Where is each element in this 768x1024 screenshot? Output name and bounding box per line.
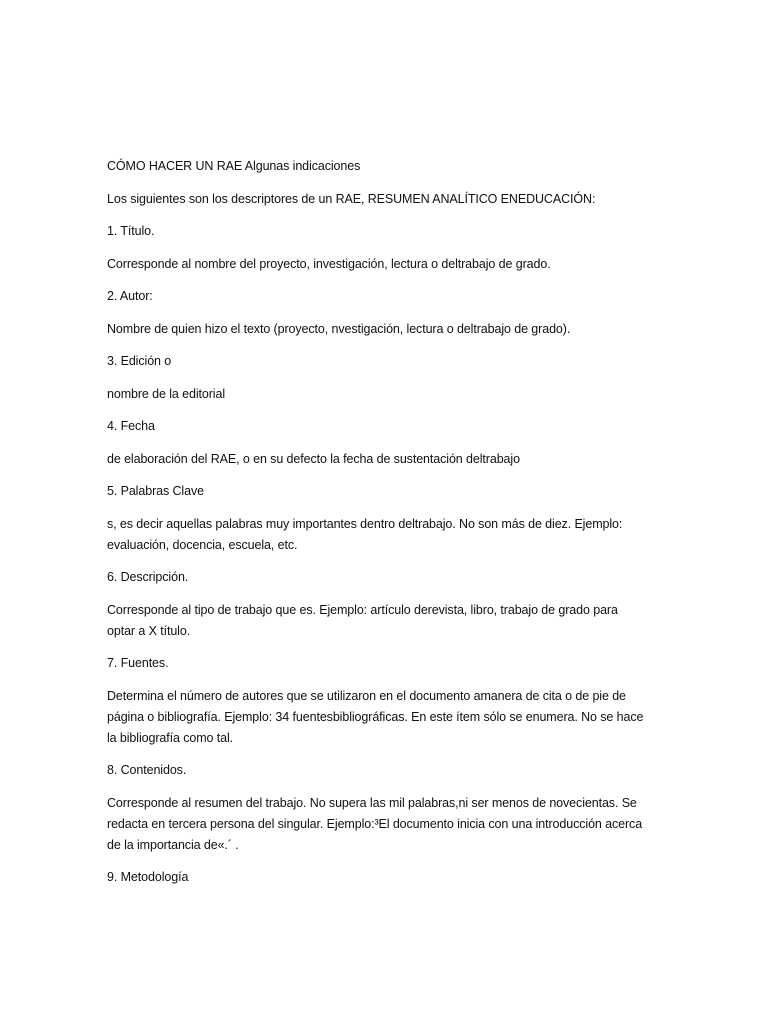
section-text-fecha: de elaboración del RAE, o en su defecto la fecha de sustentación deltrabajo: [107, 451, 520, 466]
section-text-contenidos: Corresponde al resumen del trabajo. No supera las mil palabras,ni ser menos de novecientas. Se redacta en tercera persona del singular. Ejemplo:³El documento inicia con una introducción acerca de la importancia de«.´ .: [107, 795, 643, 852]
section-heading-edicion: 3. Edición o: [107, 354, 172, 368]
section-text-edicion: nombre de la editorial: [107, 386, 226, 401]
section-heading-metodologia: 9. Metodología: [107, 870, 189, 884]
section-text-descripcion: Corresponde al tipo de trabajo que es. Ejemplo: artículo derevista, libro, trabajo de grado para optar a X título.: [107, 602, 618, 638]
section-heading-fuentes: 7. Fuentes.: [107, 656, 169, 670]
section-heading-descripcion: 6. Descripción.: [107, 570, 189, 584]
section-heading-contenidos: 8. Contenidos.: [107, 763, 187, 777]
section-heading-palabras-clave: 5. Palabras Clave: [107, 484, 204, 498]
document-title: CÓMO HACER UN RAE Algunas indicaciones: [107, 159, 361, 173]
section-text-autor: Nombre de quien hizo el texto (proyecto, nvestigación, lectura o deltrabajo de grado).: [107, 321, 571, 336]
intro-paragraph: Los siguientes son los descriptores de un RAE, RESUMEN ANALÍTICO ENEDUCACIÓN:: [107, 191, 596, 206]
section-text-fuentes: Determina el número de autores que se utilizaron en el documento amanera de cita o de pie de página o bibliografía. Ejemplo: 34 fuentesbibliográficas. En este ítem sólo se enumera. No se hace la bibliografía como tal.: [107, 688, 644, 745]
document-body: [107, 156, 647, 900]
section-heading-autor: 2. Autor:: [107, 289, 153, 303]
section-text-palabras-clave: s, es decir aquellas palabras muy importantes dentro deltrabajo. No son más de diez. Ejemplo: evaluación, docencia, escuela, etc.: [107, 516, 623, 552]
section-text-titulo: Corresponde al nombre del proyecto, investigación, lectura o deltrabajo de grado.: [107, 256, 551, 271]
section-heading-fecha: 4. Fecha: [107, 419, 155, 433]
section-heading-titulo: 1. Título.: [107, 224, 155, 238]
